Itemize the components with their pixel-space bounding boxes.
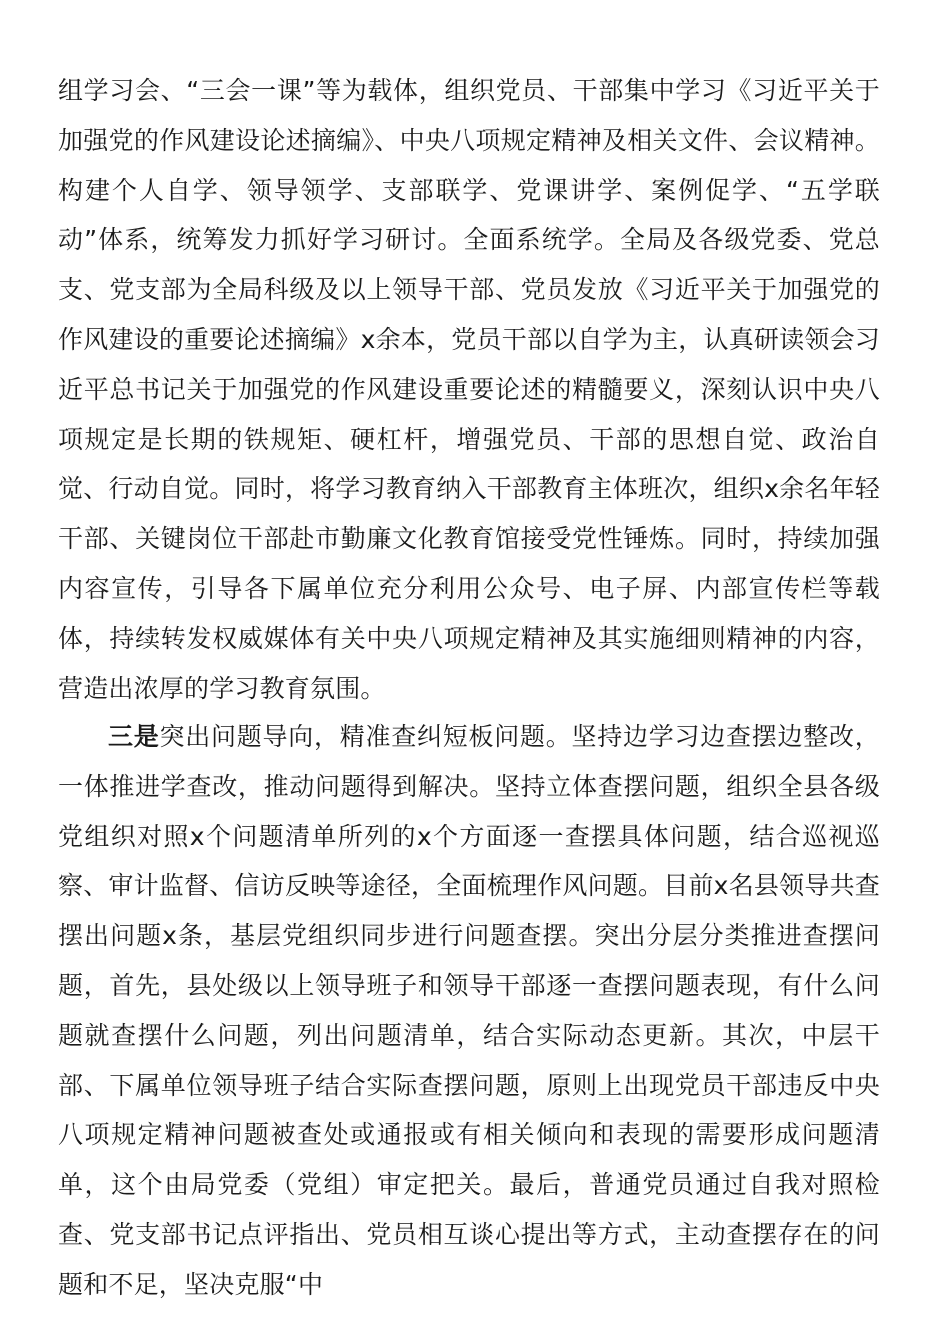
paragraph-2-lead: 三是: [108, 722, 160, 751]
paragraph-problem-orientation: [58, 712, 880, 1310]
paragraph-2-text: 突出问题导向，精准查纠短板问题。坚持边学习边查摆边整改，一体推进学查改，推动问题得到解决。坚持立体查摆问题，组织全县各级党组织对照x个问题清单所列的x个方面逐一查摆具体问题，结合巡视巡察、审计监督、信访反映等途径，全面梳理作风问题。目前x名县领导共查摆出问题x条，基层党组织同步进行问题查摆。突出分层分类推进查摆问题，首先，县处级以上领导班子和领导干部逐一查摆问题表现，有什么问题就查摆什么问题，列出问题清单，结合实际动态更新。其次，中层干部、下属单位领导班子结合实际查摆问题，原则上出现党员干部违反中央八项规定精神问题被查处或通报或有相关倾向和表现的需要形成问题清单，这个由局党委（党组）审定把关。最后，普通党员通过自我对照检查、党支部书记点评指出、党员相互谈心提出等方式，主动查摆存在的问题和不足，坚决克服“中: [58, 722, 881, 1299]
paragraph-study-education: [58, 66, 880, 713]
paragraph-1-text: 组学习会、“三会一课”等为载体，组织党员、干部集中学习《习近平关于加强党的作风建设论述摘编》、中央八项规定精神及相关文件、会议精神。构建个人自学、领导领学、支部联学、党课讲学、案例促学、“五学联动”体系，统筹发力抓好学习研讨。全面系统学。全局及各级党委、党总支、党支部为全局科级及以上领导干部、党员发放《习近平关于加强党的作风建设的重要论述摘编》x余本，党员干部以自学为主，认真研读领会习近平总书记关于加强党的作风建设重要论述的精髓要义，深刻认识中央八项规定是长期的铁规矩、硬杠杆，增强党员、干部的思想自觉、政治自觉、行动自觉。同时，将学习教育纳入干部教育主体班次，组织x余名年轻干部、关键岗位干部赴市勤廉文化教育馆接受党性锤炼。同时，持续加强内容宣传，引导各下属单位充分利用公众号、电子屏、内部宣传栏等载体，持续转发权威媒体有关中央八项规定精神及其实施细则精神的内容，营造出浓厚的学习教育氛围。: [58, 76, 880, 703]
